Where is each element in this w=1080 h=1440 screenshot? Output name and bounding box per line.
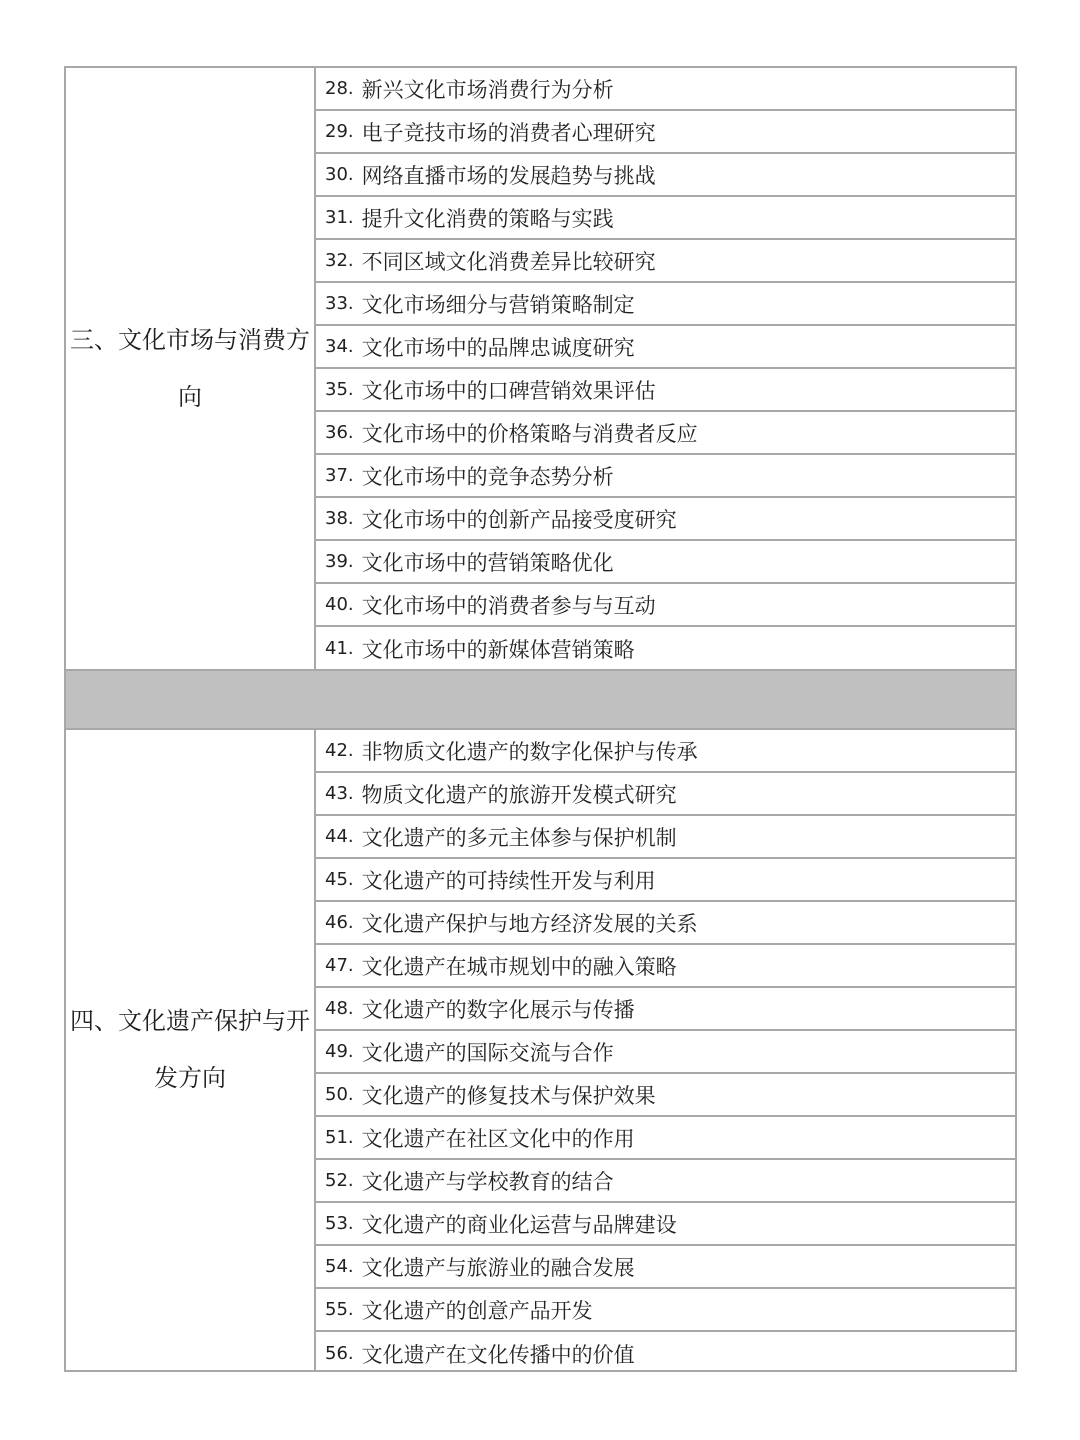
topic-row <box>316 111 1015 154</box>
topic-row <box>316 1203 1015 1246</box>
section-culture-market <box>66 68 1015 669</box>
topic-row <box>316 1332 1015 1375</box>
topic-row <box>316 1031 1015 1074</box>
topic-title: 文化市场中的消费者参与与互动 <box>361 593 656 618</box>
topic-title: 不同区域文化消费差异比较研究 <box>361 249 656 274</box>
topic-number: 56. <box>325 1343 354 1364</box>
topic-number: 28. <box>325 78 354 99</box>
topic-number: 47. <box>325 955 354 976</box>
topic-number: 48. <box>325 998 354 1019</box>
topic-row <box>316 945 1015 988</box>
topic-number: 29. <box>325 121 354 142</box>
topic-row <box>316 773 1015 816</box>
topic-number: 42. <box>325 740 354 761</box>
topic-title: 文化遗产在社区文化中的作用 <box>361 1126 635 1151</box>
topic-title: 物质文化遗产的旅游开发模式研究 <box>361 782 677 807</box>
topic-list <box>316 730 1015 1375</box>
topic-title: 文化市场细分与营销策略制定 <box>361 292 635 317</box>
topic-title: 文化遗产与旅游业的融合发展 <box>361 1255 635 1280</box>
topic-title: 文化市场中的口碑营销效果评估 <box>361 378 656 403</box>
topic-title: 文化市场中的竞争态势分析 <box>361 464 614 489</box>
topic-row <box>316 326 1015 369</box>
topic-title: 文化遗产的数字化展示与传播 <box>361 997 635 1022</box>
topic-number: 40. <box>325 594 354 615</box>
topic-number: 51. <box>325 1127 354 1148</box>
topic-number: 44. <box>325 826 354 847</box>
topic-number: 33. <box>325 293 354 314</box>
topic-row <box>316 455 1015 498</box>
topic-number: 45. <box>325 869 354 890</box>
topic-number: 46. <box>325 912 354 933</box>
topic-title: 文化遗产的多元主体参与保护机制 <box>361 825 677 850</box>
topic-number: 41. <box>325 638 354 659</box>
section-divider-band <box>66 669 1015 730</box>
topic-title: 新兴文化市场消费行为分析 <box>361 77 614 102</box>
category-cell <box>66 68 316 669</box>
topic-title: 文化遗产在文化传播中的价值 <box>361 1342 635 1367</box>
topic-table <box>64 66 1017 1372</box>
topic-number: 53. <box>325 1213 354 1234</box>
topic-number: 37. <box>325 465 354 486</box>
topic-title: 文化遗产的可持续性开发与利用 <box>361 868 656 893</box>
topic-row <box>316 1246 1015 1289</box>
category-label: 四、文化遗产保护与开发方向 <box>70 1007 310 1092</box>
topic-title: 文化遗产的国际交流与合作 <box>361 1040 614 1065</box>
topic-title: 文化市场中的创新产品接受度研究 <box>361 507 677 532</box>
topic-list <box>316 68 1015 670</box>
topic-number: 35. <box>325 379 354 400</box>
topic-number: 55. <box>325 1299 354 1320</box>
topic-number: 43. <box>325 783 354 804</box>
category-label: 三、文化市场与消费方向 <box>70 325 310 411</box>
topic-row <box>316 68 1015 111</box>
topic-title: 文化遗产的创意产品开发 <box>361 1298 593 1323</box>
topic-row <box>316 154 1015 197</box>
topic-row <box>316 1289 1015 1332</box>
topic-number: 38. <box>325 508 354 529</box>
topic-number: 32. <box>325 250 354 271</box>
topic-title: 文化遗产保护与地方经济发展的关系 <box>361 911 698 936</box>
topic-row <box>316 1160 1015 1203</box>
topic-row <box>316 412 1015 455</box>
topic-title: 文化市场中的价格策略与消费者反应 <box>361 421 698 446</box>
topic-title: 网络直播市场的发展趋势与挑战 <box>361 163 656 188</box>
topic-row <box>316 541 1015 584</box>
topic-number: 30. <box>325 164 354 185</box>
topic-number: 52. <box>325 1170 354 1191</box>
topic-title: 文化市场中的新媒体营销策略 <box>361 637 635 662</box>
section-heritage <box>66 730 1015 1370</box>
topic-number: 49. <box>325 1041 354 1062</box>
topic-number: 54. <box>325 1256 354 1277</box>
topic-number: 50. <box>325 1084 354 1105</box>
topic-title: 文化遗产与学校教育的结合 <box>361 1169 614 1194</box>
topic-title: 非物质文化遗产的数字化保护与传承 <box>361 739 698 764</box>
topic-row <box>316 1074 1015 1117</box>
topic-title: 提升文化消费的策略与实践 <box>361 206 614 231</box>
topic-row <box>316 859 1015 902</box>
topic-title: 文化遗产的修复技术与保护效果 <box>361 1083 656 1108</box>
topic-row <box>316 816 1015 859</box>
topic-row <box>316 1117 1015 1160</box>
topic-title: 文化市场中的营销策略优化 <box>361 550 614 575</box>
topic-row <box>316 369 1015 412</box>
topic-title: 文化市场中的品牌忠诚度研究 <box>361 335 635 360</box>
topic-number: 31. <box>325 207 354 228</box>
topic-row <box>316 240 1015 283</box>
topic-row <box>316 584 1015 627</box>
topic-title: 文化遗产的商业化运营与品牌建设 <box>361 1212 677 1237</box>
topic-title: 文化遗产在城市规划中的融入策略 <box>361 954 677 979</box>
topic-number: 34. <box>325 336 354 357</box>
topic-row <box>316 988 1015 1031</box>
category-cell <box>66 730 316 1370</box>
topic-row <box>316 197 1015 240</box>
topic-row <box>316 283 1015 326</box>
topic-title: 电子竞技市场的消费者心理研究 <box>361 120 656 145</box>
topic-row <box>316 902 1015 945</box>
topic-number: 36. <box>325 422 354 443</box>
topic-row <box>316 498 1015 541</box>
topic-number: 39. <box>325 551 354 572</box>
topic-row <box>316 627 1015 670</box>
topic-row <box>316 730 1015 773</box>
